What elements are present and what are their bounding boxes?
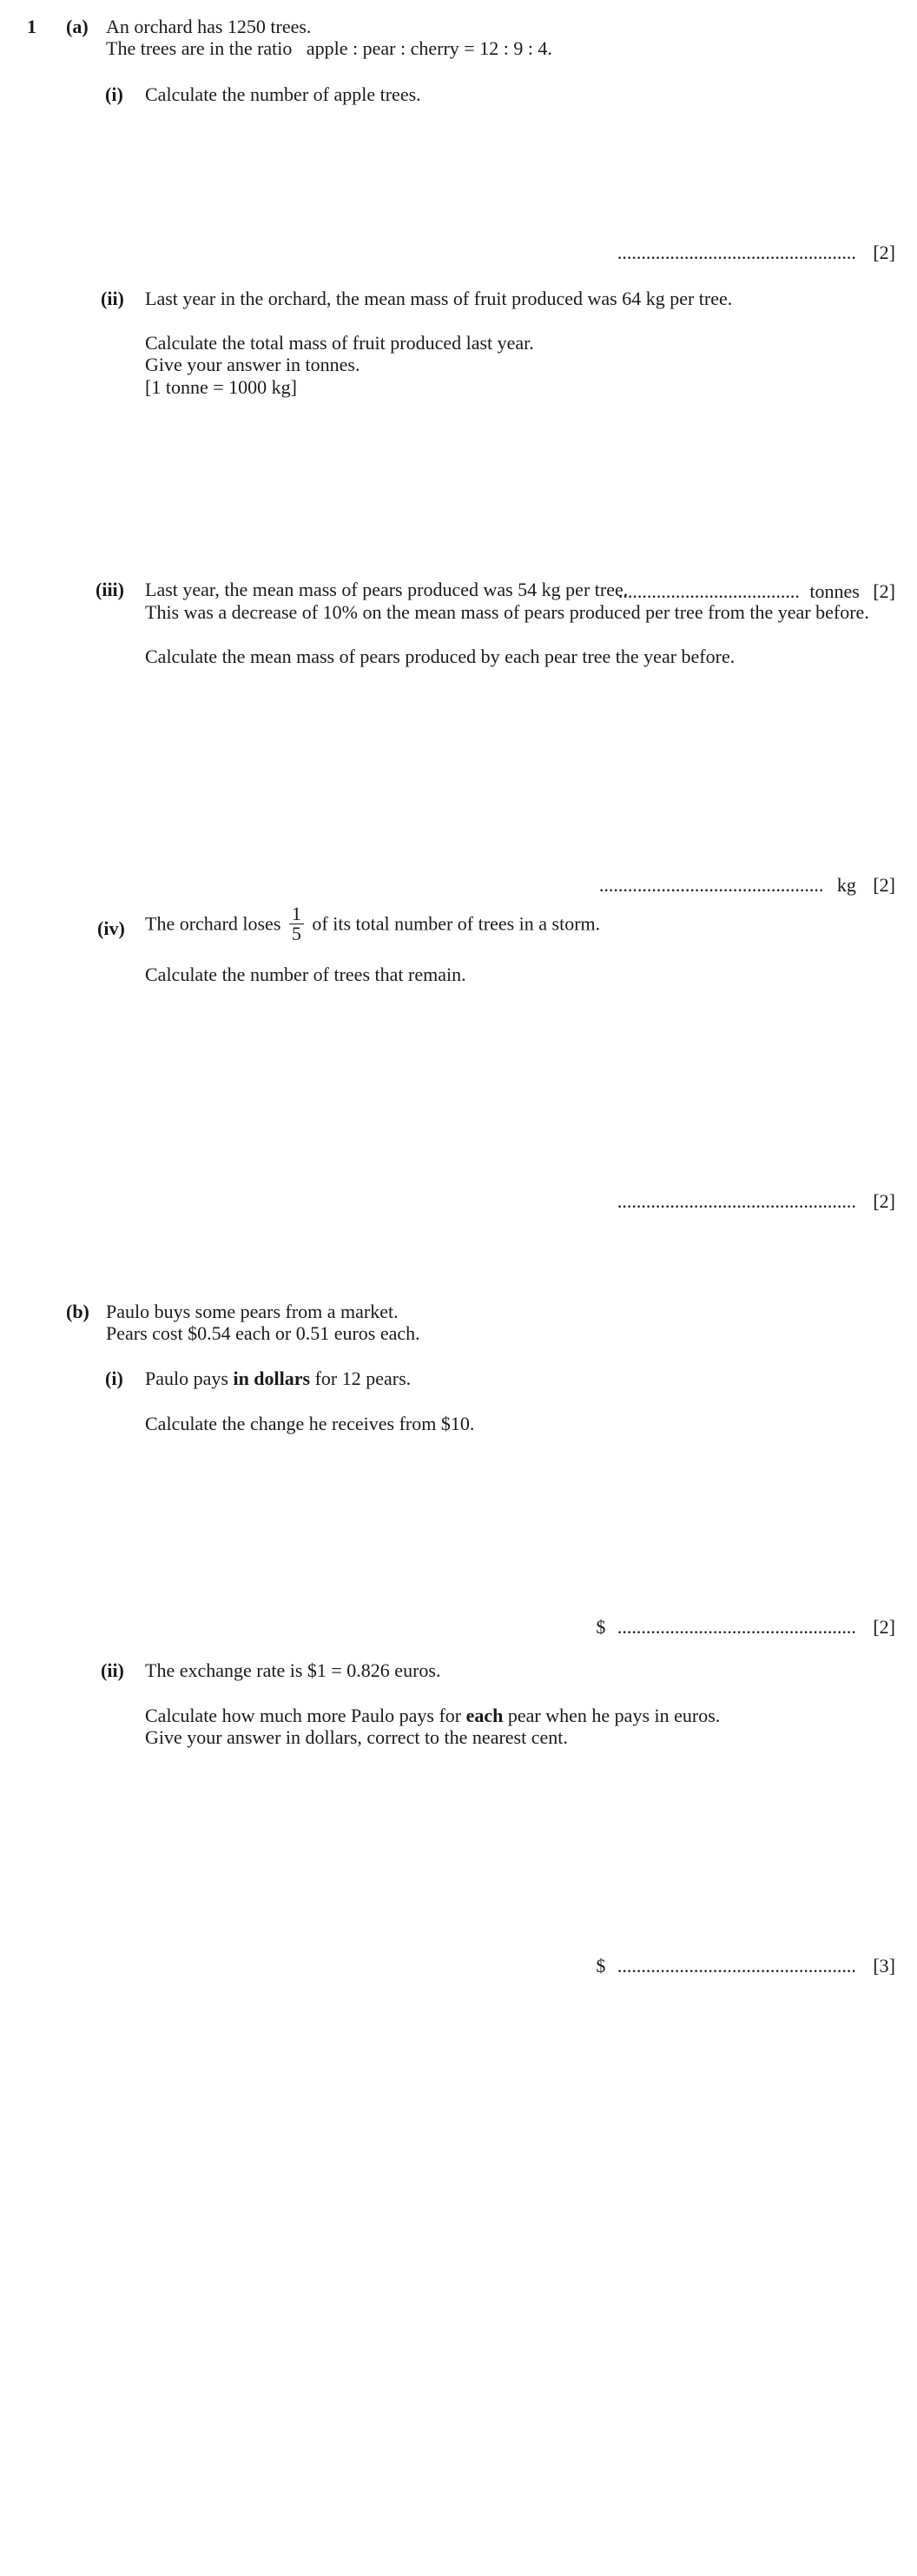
text-after-bold: pear when he pays in euros. [507,1705,721,1726]
text-before-bold: Paulo pays [145,1367,228,1389]
answer-line-b-ii [596,1955,895,1977]
answer-line-b-i [596,1616,895,1639]
part-a-iv-text1 [145,903,601,945]
part-b-i-text1 [145,1367,411,1390]
part-a-ii-label: (ii) [101,288,124,309]
marks: [2] [873,1190,895,1212]
part-a-iv-label: (iv) [97,917,125,939]
part-a-ii-text2: Calculate the total mass of fruit produced last year. [145,332,534,354]
answer-dots[interactable]: ...................................... [617,580,800,602]
part-b-ii-text1: The exchange rate is $1 = 0.826 euros. [145,1659,441,1681]
question-number: 1 [27,16,36,37]
bold-emphasis: each [465,1705,504,1726]
part-b-intro-line1: Paulo buys some pears from a market. [106,1301,399,1322]
dollar-prefix: $ [596,1955,606,1977]
marks: [2] [873,242,895,263]
part-a-ii-text4: [1 tonne = 1000 kg] [145,376,297,398]
fraction-numerator: 1 [289,904,304,924]
fraction-denominator: 5 [291,923,301,944]
answer-dots[interactable]: .................................................. [617,242,856,263]
answer-line-a-ii [618,580,895,603]
part-a-ii-text1: Last year in the orchard, the mean mass of fruit produced was 64 kg per tree. [145,288,733,309]
marks: [2] [873,580,895,602]
part-a-i-text: Calculate the number of apple trees. [145,83,421,105]
bold-emphasis: in dollars [233,1367,311,1389]
part-b-ii-text2 [145,1705,720,1727]
part-a-i-label: (i) [105,83,123,105]
marks: [2] [873,874,895,896]
answer-line-a-iii [599,874,895,897]
marks: [2] [873,1616,895,1638]
part-a-iii-text2: This was a decrease of 10% on the mean mass of pears produced per tree from the year before. [145,601,869,623]
part-b-intro-line2: Pears cost $0.54 each or 0.51 euros each. [106,1322,420,1344]
unit-label: kg [836,874,856,896]
answer-line-a-iv [617,1190,895,1213]
answer-dots[interactable]: .................................................. [617,1955,856,1977]
answer-dots[interactable]: ............................................... [598,874,824,896]
part-a-ii-text3: Give your answer in tonnes. [145,354,360,375]
text-before-fraction: The orchard loses [145,912,281,935]
part-b-i-label: (i) [105,1367,123,1389]
part-b-ii-label: (ii) [101,1659,124,1681]
marks: [3] [873,1955,895,1977]
part-a-label: (a) [66,16,89,37]
part-a-intro-line1: An orchard has 1250 trees. [106,16,312,37]
text-after-bold: for 12 pears. [314,1367,412,1389]
part-a-intro-line2: The trees are in the ratio apple : pear : cherry = 12 : 9 : 4. [106,37,552,59]
fraction [289,904,304,944]
part-a-iii-text1: Last year, the mean mass of pears produced was 54 kg per tree. [145,579,629,600]
text-before-bold: Calculate how much more Paulo pays for [145,1705,462,1726]
part-b-label: (b) [66,1301,89,1322]
text-after-fraction: of its total number of trees in a storm. [312,912,601,935]
part-b-ii-text3: Give your answer in dollars, correct to the nearest cent. [145,1726,568,1748]
part-a-iii-text3: Calculate the mean mass of pears produced by each pear tree the year before. [145,646,736,667]
answer-line-a-i [617,242,895,264]
answer-dots[interactable]: .................................................. [617,1190,856,1212]
answer-dots[interactable]: .................................................. [617,1616,856,1638]
part-b-i-text2: Calculate the change he receives from $10. [145,1413,475,1434]
unit-label: tonnes [809,580,860,602]
part-a-iv-text2: Calculate the number of trees that remain. [145,964,466,985]
dollar-prefix: $ [596,1616,606,1638]
part-a-iii-label: (iii) [96,579,124,600]
